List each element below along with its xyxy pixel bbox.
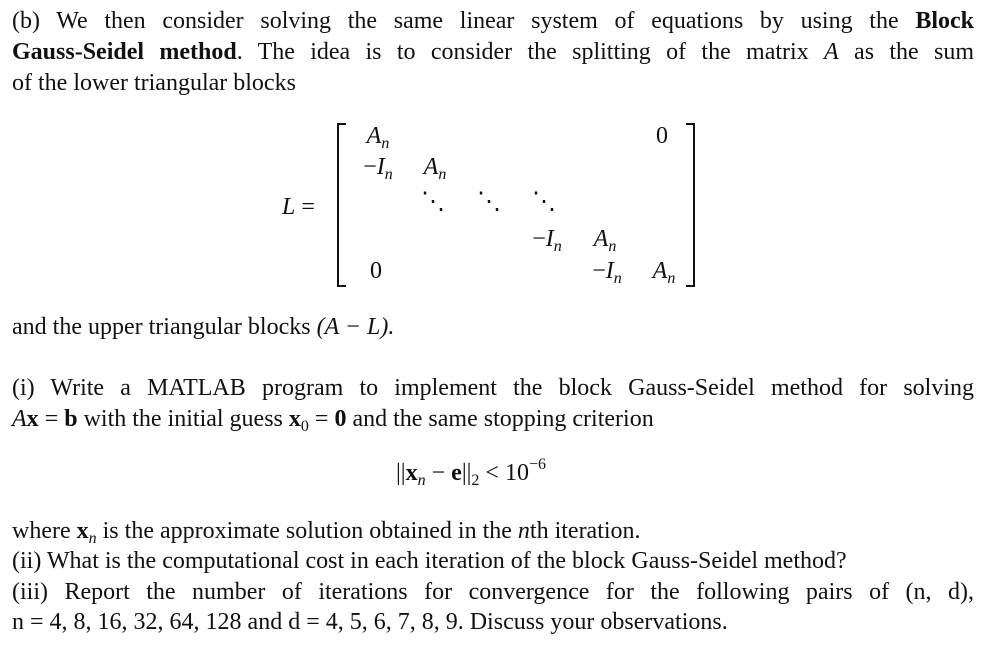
entry-symbol: I [376, 154, 385, 180]
entry-subscript: n [438, 166, 447, 183]
vector-x: x [26, 406, 39, 432]
initial-guess-vector: x [288, 406, 301, 432]
entry-subscript: n [667, 270, 676, 287]
sentence-text: with the initial guess [77, 406, 289, 432]
iteration-subscript: n [417, 472, 426, 489]
upper-blocks-sentence [12, 312, 394, 343]
minus-sign: − [425, 460, 452, 486]
stopping-criterion [396, 458, 546, 489]
matrix-entry [367, 121, 390, 152]
left-bracket [337, 123, 346, 287]
entry-symbol: A [652, 258, 668, 284]
minus-sign: − [532, 226, 546, 252]
entry-subscript: n [381, 135, 390, 152]
vector-x: x [76, 518, 89, 544]
matrix-entry [653, 256, 676, 287]
iteration-var: n [517, 518, 530, 544]
matrix-entry [532, 224, 562, 255]
where-line [12, 516, 641, 547]
diagonal-dots: ⋱ [532, 189, 556, 215]
sentence-text: th iteration. [529, 518, 641, 544]
matrix-entry [424, 152, 447, 183]
tolerance: < 10 [479, 460, 529, 486]
equals-sign: = [38, 406, 65, 432]
minus-sign: − [592, 258, 606, 284]
zero-vector: 0 [334, 406, 347, 432]
part-iii-line-2: n = 4, 8, 16, 32, 64, 128 and d = 4, 5, 6, 7, 8, 9. Discuss your observations. [12, 609, 728, 635]
sentence-text: is the approximate solution obtained in the [96, 518, 518, 544]
entry-subscript: n [384, 166, 393, 183]
method-name: Gauss-Seidel method [12, 39, 237, 65]
matrix-zero-upper: 0 [656, 123, 668, 149]
iteration-subscript: n [88, 530, 97, 547]
right-bracket [686, 123, 695, 287]
initial-guess-subscript: 0 [300, 418, 309, 435]
entry-symbol: I [545, 226, 554, 252]
part-ii: (ii) What is the computational cost in each iteration of the block Gauss-Seidel method? [12, 548, 847, 574]
part-b-text: as the sum [838, 39, 975, 65]
matrix-label [282, 192, 315, 223]
sentence-text: where [12, 518, 77, 544]
tolerance-exponent: −6 [528, 456, 546, 473]
matrix-entry [594, 224, 617, 255]
vector-x: x [405, 460, 418, 486]
part-b-text: . The idea is to consider the splitting of the matrix [236, 39, 825, 65]
entry-symbol: I [605, 258, 614, 284]
matrix-zero-lower: 0 [370, 258, 382, 284]
equals-sign: = [301, 194, 315, 220]
norm-bar: || [461, 460, 472, 486]
sentence-text: and the same stopping criterion [346, 406, 654, 432]
entry-subscript: n [613, 270, 622, 287]
diagonal-dots: ⋱ [477, 189, 501, 215]
part-iii-line-1: (iii) Report the number of iterations for convergence for the following pairs of (n, d), [12, 579, 974, 605]
part-b-text: (b) We then consider solving the same linear system of equations by using the [12, 8, 916, 34]
sentence-text: and the upper triangular blocks [12, 314, 317, 340]
matrix-entry [363, 152, 393, 183]
part-b-line-1 [12, 6, 974, 37]
matrix-var: A [824, 39, 839, 65]
vector-b: b [64, 406, 78, 432]
matrix-symbol: L [282, 194, 296, 220]
minus-sign: − [363, 154, 377, 180]
entry-subscript: n [608, 238, 617, 255]
matrix-var: A [12, 406, 27, 432]
part-i-line-1: (i) Write a MATLAB program to implement the block Gauss-Seidel method for solving [12, 375, 974, 401]
part-b-line-3: of the lower triangular blocks [12, 70, 296, 96]
entry-subscript: n [553, 238, 562, 255]
entry-symbol: A [423, 154, 439, 180]
diagonal-dots: ⋱ [421, 189, 445, 215]
part-b-line-2 [12, 37, 974, 68]
upper-blocks-expr: (A − L). [316, 314, 395, 340]
entry-symbol: A [366, 123, 382, 149]
vector-e: e [451, 460, 462, 486]
part-i-line-2: Ax = b with the initial guess $x_0 = 0$ and the same stopping criterion [12, 406, 654, 435]
matrix-entry [592, 256, 622, 287]
norm-bar: || [396, 460, 406, 486]
entry-symbol: A [593, 226, 609, 252]
part-b-bold-term: Block [915, 8, 974, 34]
norm-subscript: 2 [471, 472, 480, 489]
